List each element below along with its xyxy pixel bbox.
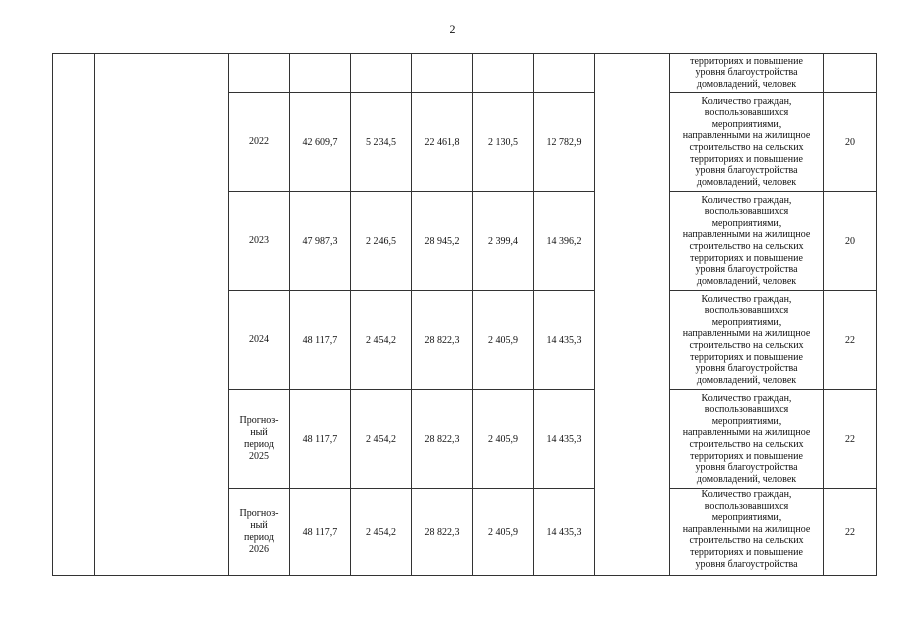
target-value-cell: 20 (824, 192, 877, 291)
period-cell: Прогноз- ный период 2026 (229, 489, 290, 576)
federal-budget-cell: 2 454,2 (351, 390, 412, 489)
federal-budget-cell: 5 234,5 (351, 93, 412, 192)
total-amount-cell: 48 117,7 (290, 390, 351, 489)
local-budget-cell: 2 405,9 (473, 291, 534, 390)
regional-budget-cell: 28 822,3 (412, 489, 473, 576)
regional-budget-cell: 28 822,3 (412, 291, 473, 390)
indicator-cell (670, 93, 824, 192)
executor-cell (595, 54, 670, 576)
extrabudgetary-cell: 14 435,3 (534, 291, 595, 390)
indicator-text: Количество граждан, воспользовавшихся мероприятиями, направленными на жилищное строительство на сельских территориях и повышение уровня благоустройства домовладений, человек (682, 95, 811, 188)
extrabudgetary-cell: 14 396,2 (534, 192, 595, 291)
indicator-cell (670, 54, 824, 93)
indicator-text: Количество граждан, воспользовавшихся мероприятиями, направленными на жилищное строительство на сельских территориях и повышение уровня благоустройства домовладений, человек (682, 392, 811, 485)
local-budget-cell: 2 130,5 (473, 93, 534, 192)
indicator-text: Количество граждан, воспользовавшихся мероприятиями, направленными на жилищное строительство на сельских территориях и повышение уровня благоустройства домовладений, человек (682, 293, 811, 386)
number-cell (53, 54, 95, 576)
period-cell: 2022 (229, 93, 290, 192)
indicator-cell (670, 489, 824, 576)
indicator-text: Количество граждан, воспользовавшихся мероприятиями, направленными на жилищное строительство на сельских территориях и повышение уровня благоустройства (682, 489, 811, 570)
indicator-text: домовладений, человек (696, 78, 797, 90)
indicator-text: Количество граждан, воспользовавшихся мероприятиями, направленными на жилищное строительство на сельских территориях и повышение уровня благоустройства домовладений, человек (682, 194, 811, 287)
federal-budget-cell: 2 246,5 (351, 192, 412, 291)
total-amount-cell: 48 117,7 (290, 489, 351, 576)
indicator-cell (670, 390, 824, 489)
target-value-cell: 22 (824, 390, 877, 489)
local-budget-cell: 2 405,9 (473, 390, 534, 489)
federal-budget-cell: 2 454,2 (351, 489, 412, 576)
total-amount-cell: 47 987,3 (290, 192, 351, 291)
regional-budget-cell: 28 822,3 (412, 390, 473, 489)
program-funding-table (52, 53, 877, 576)
indicator-text: территориях и повышение (690, 55, 803, 67)
local-budget-cell: 2 399,4 (473, 192, 534, 291)
name-cell (95, 54, 229, 576)
target-value-cell: 22 (824, 291, 877, 390)
indicator-text: уровня благоустройства (695, 67, 798, 79)
extrabudgetary-cell: 14 435,3 (534, 390, 595, 489)
extrabudgetary-cell: 12 782,9 (534, 93, 595, 192)
regional-budget-cell: 22 461,8 (412, 93, 473, 192)
total-amount-cell: 48 117,7 (290, 291, 351, 390)
period-cell: Прогноз- ный период 2025 (229, 390, 290, 489)
federal-budget-cell: 2 454,2 (351, 291, 412, 390)
period-cell: 2023 (229, 192, 290, 291)
target-value-cell: 22 (824, 489, 877, 576)
page-number: 2 (449, 22, 456, 36)
regional-budget-cell: 28 945,2 (412, 192, 473, 291)
indicator-cell (670, 291, 824, 390)
table-row (53, 54, 877, 93)
local-budget-cell: 2 405,9 (473, 489, 534, 576)
indicator-cell (670, 192, 824, 291)
extrabudgetary-cell: 14 435,3 (534, 489, 595, 576)
period-cell: 2024 (229, 291, 290, 390)
total-amount-cell: 42 609,7 (290, 93, 351, 192)
target-value-cell: 20 (824, 93, 877, 192)
